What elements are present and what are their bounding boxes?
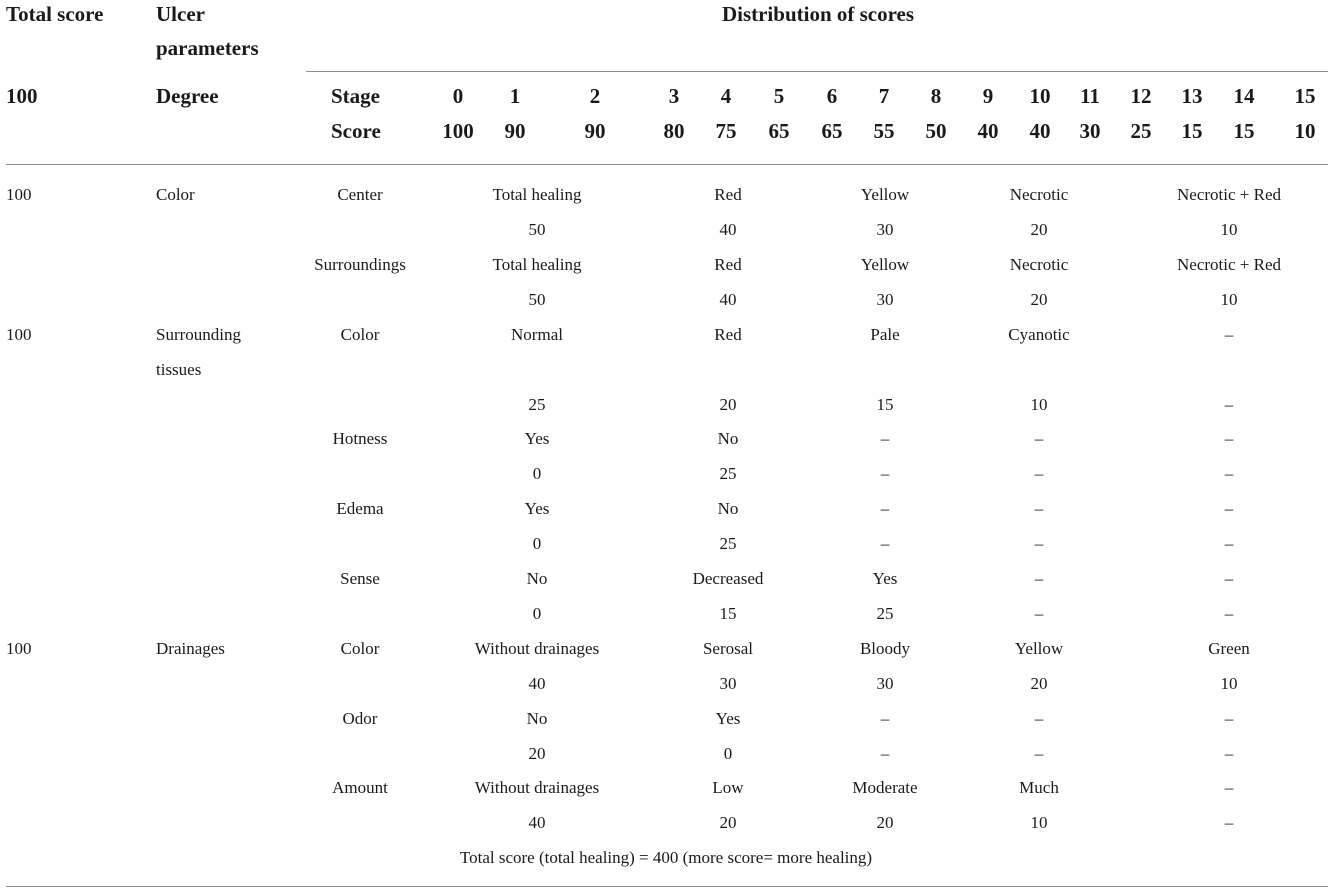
- table-cell: –: [1224, 464, 1234, 483]
- table-cell: Decreased: [692, 569, 764, 588]
- header-ulcer-parameters-line2: parameters: [156, 36, 259, 60]
- table-cell: –: [1034, 569, 1044, 588]
- table-cell: –: [1224, 778, 1234, 797]
- stage-score: 30: [1079, 119, 1101, 143]
- table-cell: –: [1034, 499, 1044, 518]
- table-cell: –: [880, 744, 890, 763]
- table-cell: No: [717, 499, 739, 518]
- table-cell: 0: [723, 744, 733, 763]
- table-cell: 30: [876, 220, 894, 239]
- table-footer-note: Total score (total healing) = 400 (more score= more healing): [459, 848, 873, 867]
- stage-number: 9: [982, 84, 994, 108]
- table-cell: 10: [1030, 813, 1048, 832]
- stage-number: 12: [1130, 84, 1152, 108]
- table-cell: –: [880, 464, 890, 483]
- stage-number: 5: [773, 84, 785, 108]
- table-cell: –: [1034, 604, 1044, 623]
- table-cell: 50: [528, 220, 546, 239]
- row-parameter: Drainages: [156, 639, 225, 658]
- stage-score: 15: [1181, 119, 1203, 143]
- table-cell: 15: [719, 604, 737, 623]
- table-cell: –: [1224, 709, 1234, 728]
- row-parameter: tissues: [156, 360, 202, 379]
- header-ulcer-parameters-line1: Ulcer: [156, 2, 205, 26]
- table-cell: Red: [714, 255, 742, 274]
- table-cell: No: [526, 569, 548, 588]
- table-cell: Without drainages: [474, 778, 600, 797]
- row-subparameter: Edema: [336, 499, 384, 518]
- header-score-label: Score: [331, 119, 381, 143]
- stage-number: 10: [1029, 84, 1051, 108]
- table-bottom-rule: [6, 886, 1328, 887]
- table-cell: –: [1034, 709, 1044, 728]
- table-cell: Yellow: [1014, 639, 1064, 658]
- table-cell: Necrotic: [1009, 255, 1069, 274]
- table-cell: –: [1034, 534, 1044, 553]
- table-cell: 15: [876, 395, 894, 414]
- stage-score: 25: [1130, 119, 1152, 143]
- table-cell: Red: [714, 325, 742, 344]
- header-bottom-rule: [6, 164, 1328, 165]
- stage-number: 3: [668, 84, 680, 108]
- table-cell: –: [880, 709, 890, 728]
- table-cell: Necrotic: [1009, 185, 1069, 204]
- table-cell: –: [880, 534, 890, 553]
- stage-score: 65: [768, 119, 790, 143]
- table-cell: –: [1224, 499, 1234, 518]
- stage-number: 6: [826, 84, 838, 108]
- table-cell: Yes: [872, 569, 898, 588]
- table-cell: 40: [528, 813, 546, 832]
- table-cell: Green: [1208, 639, 1250, 658]
- header-degree: Degree: [156, 84, 219, 108]
- table-cell: Pale: [870, 325, 900, 344]
- table-cell: Cyanotic: [1008, 325, 1070, 344]
- row-subparameter: Color: [340, 639, 380, 658]
- stage-number: 11: [1080, 84, 1100, 108]
- table-cell: 0: [532, 604, 542, 623]
- table-cell: 20: [528, 744, 546, 763]
- stage-score: 80: [663, 119, 685, 143]
- stage-number: 4: [720, 84, 732, 108]
- table-cell: –: [880, 429, 890, 448]
- stage-score: 75: [715, 119, 737, 143]
- table-cell: Moderate: [852, 778, 918, 797]
- row-total-score: 100: [6, 185, 32, 204]
- stage-score: 40: [1029, 119, 1051, 143]
- row-subparameter: Amount: [332, 778, 388, 797]
- stage-score: 100: [442, 119, 474, 143]
- table-cell: Total healing: [492, 255, 582, 274]
- table-cell: 10: [1220, 290, 1238, 309]
- stage-number: 2: [589, 84, 601, 108]
- stage-score: 40: [977, 119, 999, 143]
- table-cell: 20: [1030, 220, 1048, 239]
- table-cell: 50: [528, 290, 546, 309]
- header-subrule: [306, 71, 1328, 72]
- table-cell: 20: [1030, 290, 1048, 309]
- table-cell: Without drainages: [474, 639, 600, 658]
- row-subparameter: Color: [340, 325, 380, 344]
- table-cell: –: [1224, 604, 1234, 623]
- stage-number: 8: [930, 84, 942, 108]
- table-cell: Total healing: [492, 185, 582, 204]
- header-total-score-value: 100: [6, 84, 38, 108]
- table-cell: 20: [719, 395, 737, 414]
- table-cell: 25: [528, 395, 546, 414]
- table-cell: 25: [719, 534, 737, 553]
- table-cell: 10: [1030, 395, 1048, 414]
- table-cell: 30: [876, 290, 894, 309]
- table-cell: 30: [876, 674, 894, 693]
- table-cell: 25: [719, 464, 737, 483]
- table-cell: Necrotic + Red: [1177, 255, 1281, 274]
- table-cell: Red: [714, 185, 742, 204]
- stage-score: 50: [925, 119, 947, 143]
- stage-number: 0: [452, 84, 464, 108]
- table-cell: Serosal: [702, 639, 754, 658]
- table-cell: –: [1224, 395, 1234, 414]
- stage-number: 14: [1233, 84, 1255, 108]
- stage-number: 13: [1181, 84, 1203, 108]
- header-total-score: Total score: [6, 2, 104, 26]
- table-cell: –: [1224, 325, 1234, 344]
- table-cell: 40: [719, 290, 737, 309]
- table-cell: –: [1224, 569, 1234, 588]
- table-cell: –: [1034, 744, 1044, 763]
- table-cell: Much: [1019, 778, 1059, 797]
- stage-score: 65: [821, 119, 843, 143]
- stage-score: 10: [1294, 119, 1316, 143]
- row-parameter: Surrounding: [156, 325, 241, 344]
- row-total-score: 100: [6, 639, 32, 658]
- table-cell: Bloody: [859, 639, 911, 658]
- table-cell: 0: [532, 534, 542, 553]
- table-cell: Yellow: [860, 185, 910, 204]
- table-cell: 20: [1030, 674, 1048, 693]
- stage-number: 1: [509, 84, 521, 108]
- stage-score: 15: [1233, 119, 1255, 143]
- table-cell: 40: [719, 220, 737, 239]
- table-cell: 25: [876, 604, 894, 623]
- stage-score: 55: [873, 119, 895, 143]
- table-cell: 20: [876, 813, 894, 832]
- stage-number: 15: [1294, 84, 1316, 108]
- table-cell: Normal: [511, 325, 563, 344]
- stage-score: 90: [504, 119, 526, 143]
- row-subparameter: Center: [337, 185, 383, 204]
- stage-score: 90: [584, 119, 606, 143]
- table-cell: –: [1224, 813, 1234, 832]
- table-cell: Necrotic + Red: [1177, 185, 1281, 204]
- table-cell: 20: [719, 813, 737, 832]
- header-distribution: Distribution of scores: [721, 2, 915, 26]
- table-cell: Low: [712, 778, 744, 797]
- row-subparameter: Sense: [340, 569, 380, 588]
- row-subparameter: Odor: [342, 709, 378, 728]
- table-cell: No: [717, 429, 739, 448]
- table-cell: 10: [1220, 220, 1238, 239]
- row-subparameter: Surroundings: [314, 255, 406, 274]
- table-cell: –: [880, 499, 890, 518]
- table-cell: –: [1034, 429, 1044, 448]
- row-total-score: 100: [6, 325, 32, 344]
- table-cell: –: [1034, 464, 1044, 483]
- row-subparameter: Hotness: [332, 429, 388, 448]
- table-cell: Yes: [715, 709, 741, 728]
- table-cell: 10: [1220, 674, 1238, 693]
- table-cell: –: [1224, 744, 1234, 763]
- table-cell: Yes: [524, 429, 550, 448]
- table-cell: –: [1224, 534, 1234, 553]
- row-parameter: Color: [156, 185, 195, 204]
- header-stage-label: Stage: [331, 84, 380, 108]
- table-cell: –: [1224, 429, 1234, 448]
- table-cell: 40: [528, 674, 546, 693]
- table-cell: No: [526, 709, 548, 728]
- table-cell: Yes: [524, 499, 550, 518]
- table-cell: 30: [719, 674, 737, 693]
- table-cell: 0: [532, 464, 542, 483]
- table-cell: Yellow: [860, 255, 910, 274]
- stage-number: 7: [878, 84, 890, 108]
